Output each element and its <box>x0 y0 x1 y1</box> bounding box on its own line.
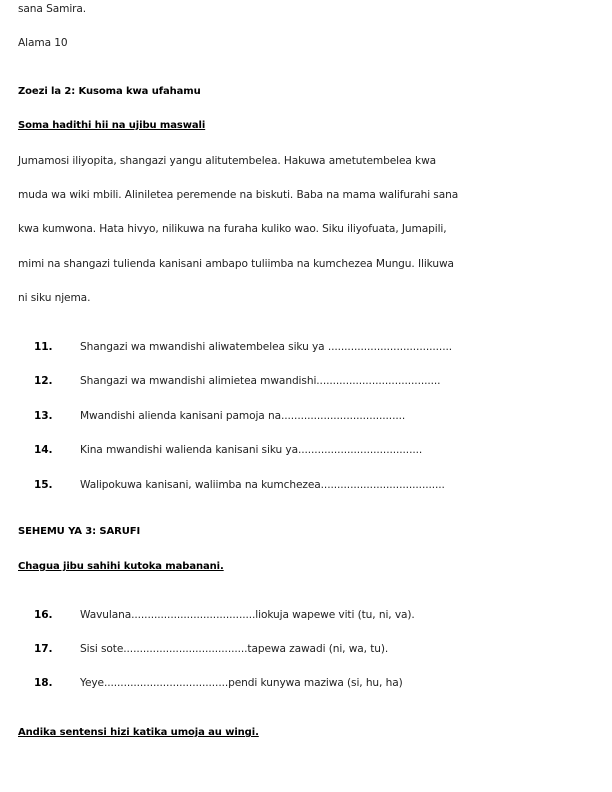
question-number: 18. <box>34 677 53 689</box>
section3-title: SEHEMU YA 3: SARUFI <box>18 526 141 537</box>
question-number: 14. <box>34 444 53 456</box>
question-text: Kina mwandishi walienda kanisani siku ya...................................... <box>80 444 423 456</box>
question-text: Walipokuwa kanisani, waliimba na kumchezea...................................... <box>80 479 445 491</box>
section2-title: Zoezi la 2: Kusoma kwa ufahamu <box>18 86 201 97</box>
question-text: Mwandishi alienda kanisani pamoja na...................................... <box>80 410 406 422</box>
question-text: Wavulana......................................liokuja wapewe viti (tu, ni, va). <box>80 609 415 621</box>
section2-instruction: Soma hadithi hii na ujibu maswali <box>18 120 206 131</box>
question-number: 16. <box>34 609 53 621</box>
question-number: 13. <box>34 410 53 422</box>
passage-line: ni siku njema. <box>18 292 91 304</box>
question-text: Shangazi wa mwandishi aliwatembelea siku ya ...................................... <box>80 341 452 353</box>
question-text: Sisi sote......................................tapewa zawadi (ni, wa, tu). <box>80 643 389 655</box>
question-number: 17. <box>34 643 53 655</box>
question-text: Shangazi wa mwandishi alimietea mwandishi...................................... <box>80 375 441 387</box>
question-number: 15. <box>34 479 53 491</box>
passage-line: kwa kumwona. Hata hivyo, nilikuwa na furaha kuliko wao. Siku iliyofuata, Jumapili, <box>18 223 447 235</box>
intro-line: sana Samira. <box>18 3 87 15</box>
passage-line: muda wa wiki mbili. Aliniletea peremende na biskuti. Baba na mama walifurahi sana <box>18 189 459 201</box>
section3-instruction: Chagua jibu sahihi kutoka mabanani. <box>18 561 224 572</box>
next-instruction: Andika sentensi hizi katika umoja au wingi. <box>18 727 259 738</box>
question-number: 11. <box>34 341 53 353</box>
marks-label: Alama 10 <box>18 37 68 49</box>
question-number: 12. <box>34 375 53 387</box>
passage-line: Jumamosi iliyopita, shangazi yangu alitutembelea. Hakuwa ametutembelea kwa <box>18 155 437 167</box>
passage-line: mimi na shangazi tulienda kanisani ambapo tuliimba na kumchezea Mungu. Ilikuwa <box>18 258 454 270</box>
question-text: Yeye......................................pendi kunywa maziwa (si, hu, ha) <box>80 677 403 689</box>
